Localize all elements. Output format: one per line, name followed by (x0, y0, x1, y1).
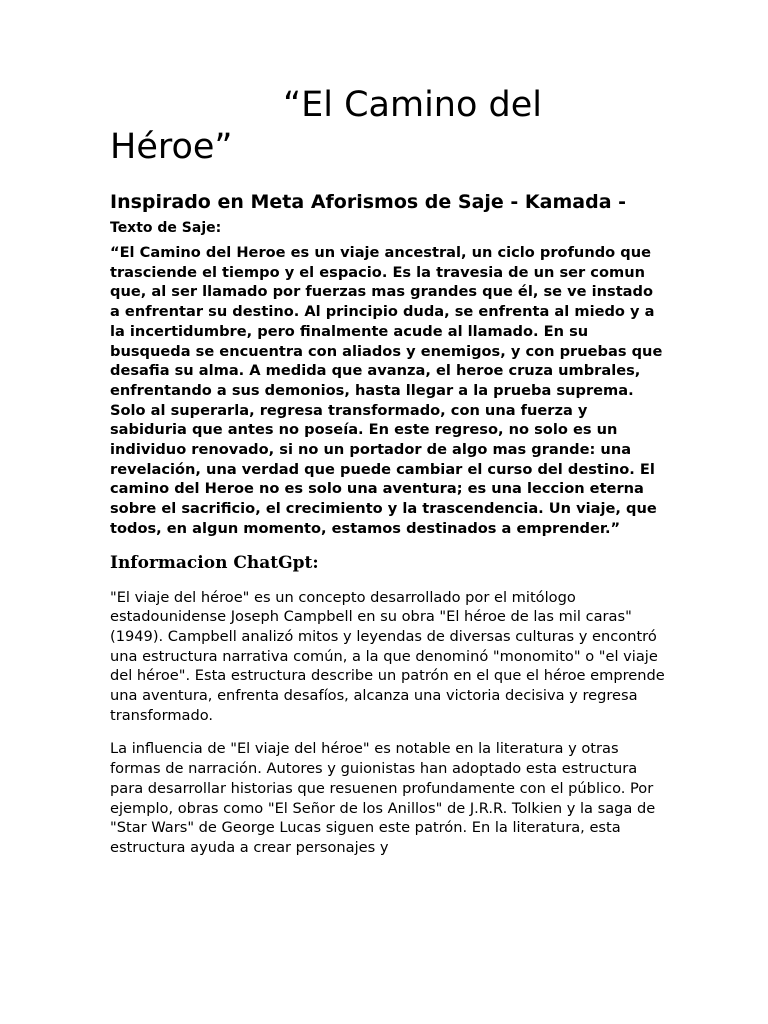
saje-quote: “El Camino del Heroe es un viaje ancestral, un ciclo profundo que trasciende el tiempo y el espacio. Es la travesia de un ser comun que, al ser llamado por fuerzas mas grandes que él, se ve instado a enfrentar su destino. Al principio duda, se enfrenta al miedo y a la incertidumbre, pero finalmente acude al llamado. En su busqueda se encuentra con aliados y enemigos, y con pruebas que desafia su alma. A medida que avanza, el heroe cruza umbrales, enfrentando a sus demonios, hasta llegar a la prueba suprema. Solo al superarla, regresa transformado, con una fuerza y sabiduria que antes no poseía. En este regreso, no solo es un individuo renovado, si no un portador de algo mas grande: una revelación, una verdad que puede cambiar el curso del destino. El camino del Heroe no es solo una aventura; es una leccion eterna sobre el sacrificio, el crecimiento y la trascendencia. Un viaje, que todos, en algun momento, estamos destinados a emprender.” (110, 244, 663, 537)
document-title: “El Camino del Héroe” (110, 85, 542, 167)
document-subtitle: Inspirado en Meta Aforismos de Saje - Kamada - (110, 191, 627, 213)
paragraph-literary-influence: La influencia de "El viaje del héroe" es notable en la literatura y otras formas de narración. Autores y guionistas han adoptado esta estructura para desarrollar historias que resuenen profundamente con el público. Por ejemplo, obras como "El Señor de los Anillos" de J.R.R. Tolkien y la saga de "Star Wars" de George Lucas siguen este patrón. En la literatura, esta estructura ayuda a crear personajes y (110, 740, 656, 856)
document-page (110, 84, 666, 858)
paragraph-campbell-origin: "El viaje del héroe" es un concepto desarrollado por el mitólogo estadounidense Joseph Campbell en su obra "El héroe de las mil caras" (1949). Campbell analizó mitos y leyendas de diversas culturas y encontró una estructura narrativa común, a la que denominó "monomito" o "el viaje del héroe". Esta estructura describe un patrón en el que el héroe emprende una aventura, enfrenta desafíos, alcanza una victoria decisiva y regresa transformado. (110, 588, 665, 724)
chatgpt-section-heading: Informacion ChatGpt: (110, 552, 319, 573)
saje-text-label: Texto de Saje: (110, 220, 222, 236)
